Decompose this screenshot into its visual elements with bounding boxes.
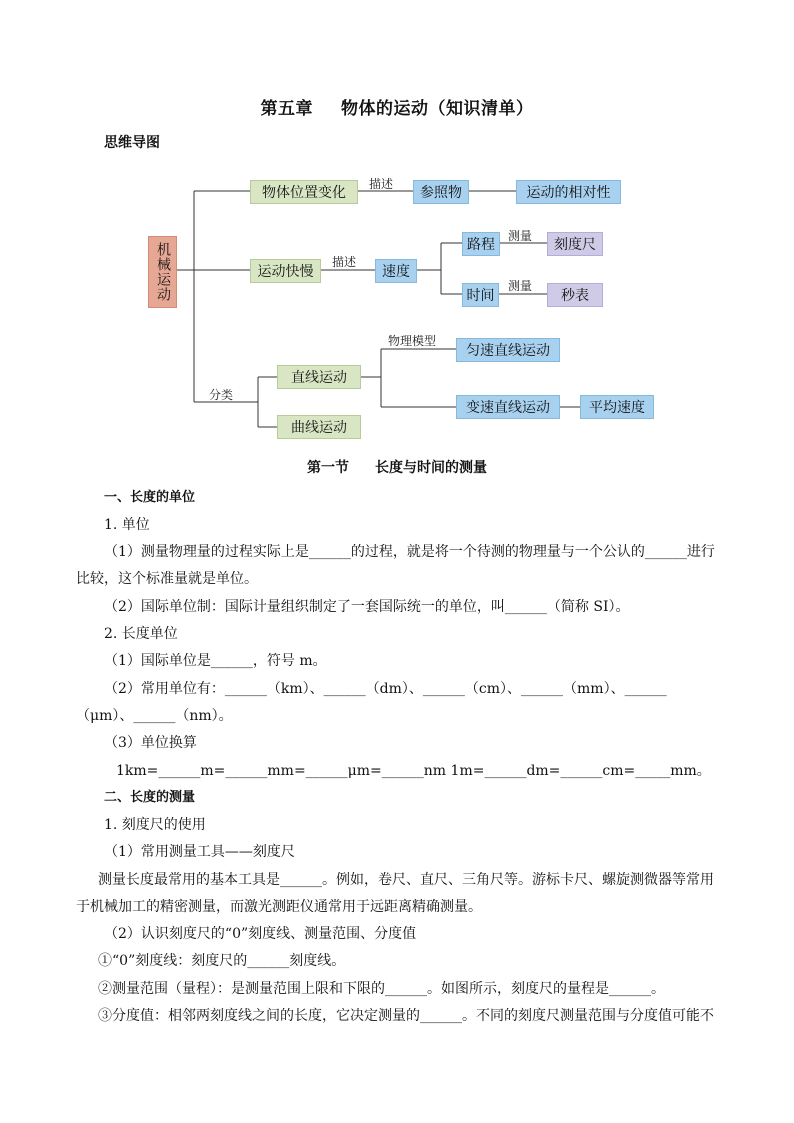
node-position-change: 物体位置变化 xyxy=(250,180,358,204)
node-ruler: 刻度尺 xyxy=(547,232,603,256)
text-line: ①“0”刻度线：刻度尺的______刻度线。 xyxy=(98,953,346,969)
text-line: （2）常用单位有：______（km）、______（dm）、______（cm）、______（mm）、______ xyxy=(104,681,667,697)
text-line: 于机械加工的精密测量，而激光测距仪通常用于远距离精确测量。 xyxy=(76,899,482,915)
node-curve: 曲线运动 xyxy=(277,415,361,439)
node-straight: 直线运动 xyxy=(277,365,361,389)
subheading-ruler-use: 1. 刻度尺的使用 xyxy=(104,817,206,833)
node-distance: 路程 xyxy=(462,232,500,256)
edge-label-measure-1: 测量 xyxy=(508,229,533,243)
subheading-length-units: 2. 长度单位 xyxy=(104,626,178,642)
text-line: （2）国际单位制：国际计量组织制定了一套国际统一的单位，叫______（简称 SI）。 xyxy=(104,599,630,615)
root-node xyxy=(148,236,177,308)
node-stopwatch: 秒表 xyxy=(547,283,603,307)
section-number: 第一节 xyxy=(307,460,349,476)
text-line: （3）单位换算 xyxy=(104,735,197,751)
heading-length-units: 一、长度的单位 xyxy=(104,490,196,505)
edge-label-describe-1: 描述 xyxy=(369,177,394,191)
node-reference: 参照物 xyxy=(413,180,469,204)
node-variable: 变速直线运动 xyxy=(456,395,560,419)
edge-label-classify: 分类 xyxy=(209,388,234,402)
heading-length-measurement: 二、长度的测量 xyxy=(104,790,196,805)
section-title xyxy=(0,457,794,477)
edge-label-describe-2: 描述 xyxy=(332,255,357,269)
text-line: （1）国际单位是______，符号 m。 xyxy=(104,653,327,669)
chapter-number: 第五章 xyxy=(260,99,313,119)
text-line: （2）认识刻度尺的“0”刻度线、测量范围、分度值 xyxy=(104,926,417,942)
node-uniform: 匀速直线运动 xyxy=(456,338,560,362)
text-line: 比较，这个标准量就是单位。 xyxy=(76,571,258,587)
mindmap-connectors xyxy=(0,0,794,470)
node-speed: 速度 xyxy=(375,259,417,283)
text-line: ②测量范围（量程）：是测量范围上限和下限的______。如图所示，刻度尺的量程是______。 xyxy=(98,981,665,997)
node-relativity: 运动的相对性 xyxy=(516,180,621,204)
node-time: 时间 xyxy=(462,283,499,307)
node-avg-speed: 平均速度 xyxy=(580,395,654,419)
chapter-name: 物体的运动（知识清单） xyxy=(341,99,534,119)
text-line: ③分度值：相邻两刻度线之间的长度，它决定测量的______。不同的刻度尺测量范围与分度值可能不 xyxy=(98,1008,714,1024)
edge-label-model: 物理模型 xyxy=(388,334,437,348)
section-name: 长度与时间的测量 xyxy=(375,460,487,476)
subheading-units: 1. 单位 xyxy=(104,517,150,533)
text-line: 1km=______m=______mm=______μm=______nm 1m=______dm=______cm=_____mm。 xyxy=(116,763,711,779)
root-node-label: 机械运动 xyxy=(155,242,171,302)
mindmap-heading: 思维导图 xyxy=(104,135,160,151)
text-line: （1）常用测量工具——刻度尺 xyxy=(104,844,295,860)
edge-label-measure-2: 测量 xyxy=(508,279,533,293)
text-line: 测量长度最常用的基本工具是______。例如，卷尺、直尺、三角尺等。游标卡尺、螺旋测微器等常用 xyxy=(98,872,714,888)
text-line: （1）测量物理量的过程实际上是______的过程，就是将一个待测的物理量与一个公认的______进行 xyxy=(104,544,715,560)
text-line: （μm）、______（nm）。 xyxy=(76,708,233,724)
node-motion-speed: 运动快慢 xyxy=(250,259,321,283)
